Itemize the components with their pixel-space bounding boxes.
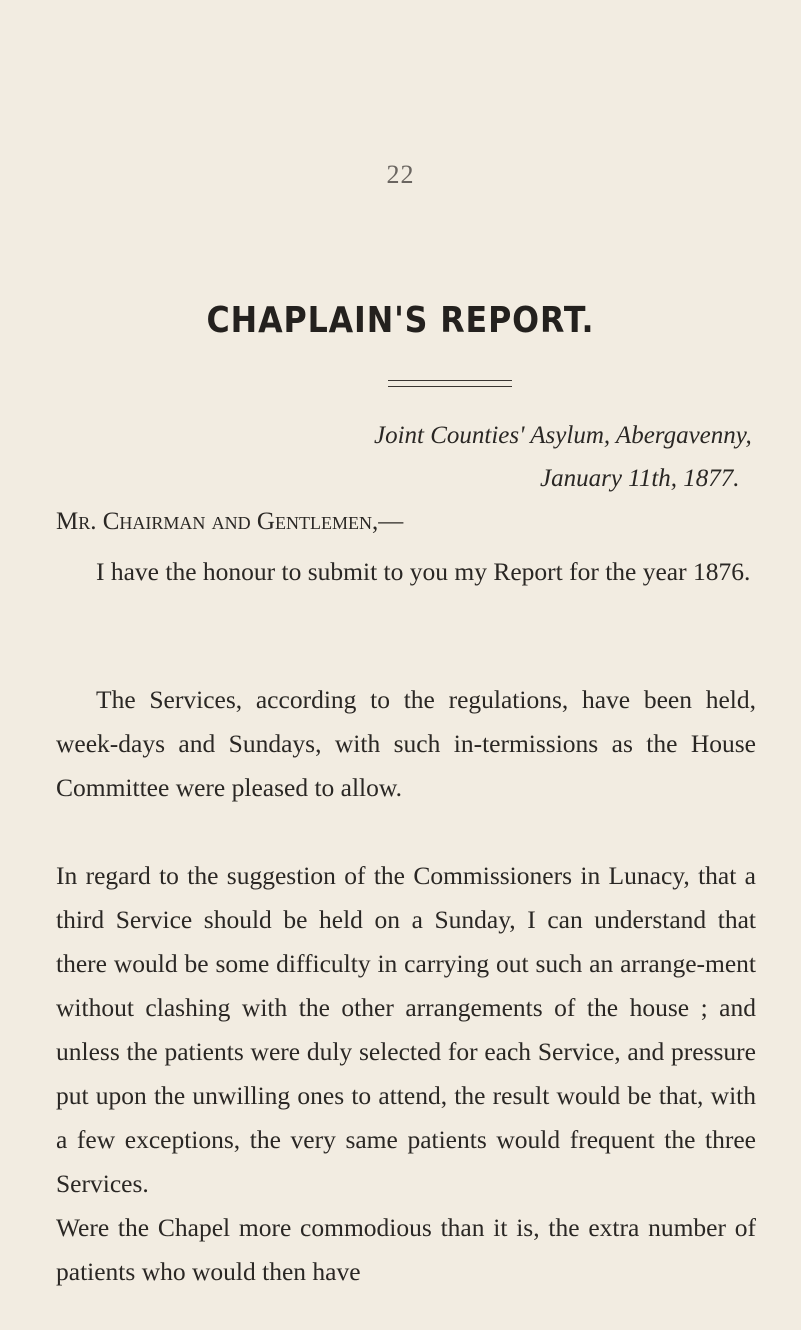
dateline-place: Joint Counties' Asylum, Abergavenny, xyxy=(374,422,752,449)
page-number: 22 xyxy=(386,160,415,189)
paragraph-3: In regard to the suggestion of the Commissioners in Lunacy, that a third Service should be held on a Sunday, I can understand that there would be some difficulty in carrying out such an arrange-ment without clashing with the other arrangements of the house ; and unless the patients were duly selected for each Service, and pressure put upon the unwilling ones to attend, the result would be that, with a few exceptions, the very same patients would frequent the three Services. xyxy=(56,861,756,1198)
paragraph-4: Were the Chapel more commodious than it is, the extra number of patients who would then have xyxy=(56,1213,756,1286)
report-title: CHAPLAIN'S REPORT. xyxy=(206,300,595,341)
salutation: Mr. Chairman and Gentlemen,— xyxy=(56,508,404,535)
paragraph-1: I have the honour to submit to you my Report for the year 1876. xyxy=(96,557,751,586)
paragraph-2: The Services, according to the regulations, have been held, week-days and Sundays, with such in-termissions as the House Committee were pleased to allow. xyxy=(56,685,756,802)
title-double-rule xyxy=(388,380,512,387)
dateline-date: January 11th, 1877. xyxy=(540,465,740,492)
